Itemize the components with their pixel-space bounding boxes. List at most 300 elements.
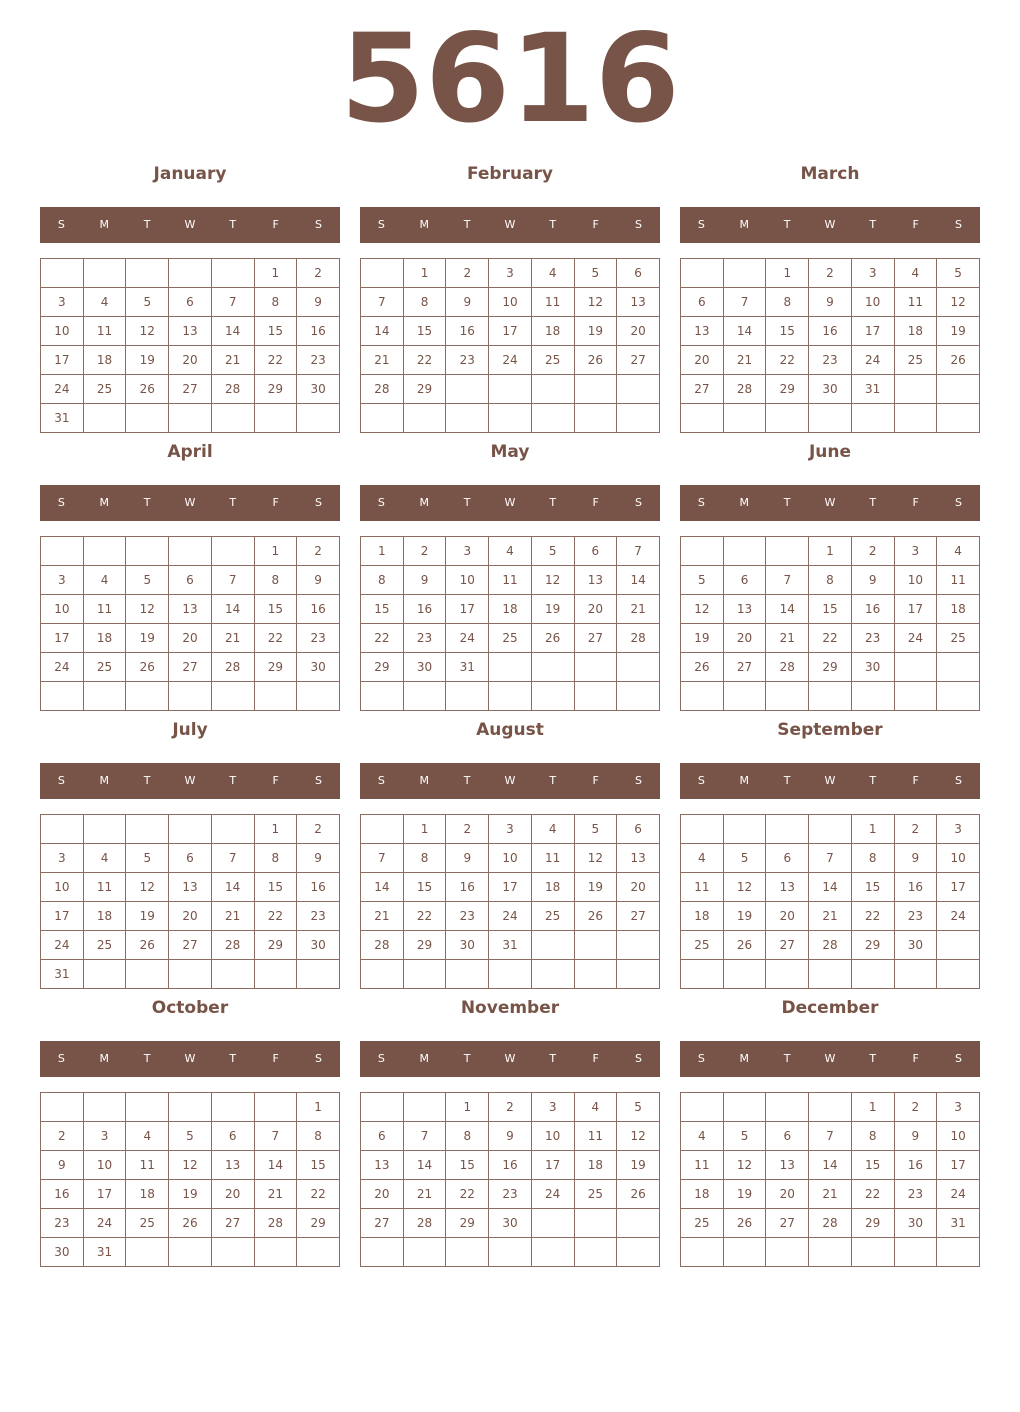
day-cell: 20 — [169, 902, 212, 931]
day-cell: 29 — [254, 375, 297, 404]
day-cell — [446, 1238, 489, 1267]
week-row — [681, 1093, 980, 1122]
weekday-label: T — [869, 774, 877, 787]
day-cell — [254, 682, 297, 711]
day-cell — [126, 259, 169, 288]
day-cell: 12 — [126, 317, 169, 346]
day-cell — [126, 537, 169, 566]
day-cell — [531, 1209, 574, 1238]
day-cell: 17 — [41, 346, 84, 375]
weekday-label: M — [739, 1052, 750, 1065]
week-row — [361, 595, 660, 624]
day-cell: 26 — [937, 346, 980, 375]
day-cell: 18 — [83, 624, 126, 653]
day-cell — [851, 960, 894, 989]
day-cell — [766, 1238, 809, 1267]
day-cell — [361, 1238, 404, 1267]
weekday-label: W — [504, 496, 516, 509]
day-cell: 15 — [851, 1151, 894, 1180]
day-cell: 5 — [937, 259, 980, 288]
day-cell — [617, 404, 660, 433]
day-cell: 22 — [403, 902, 446, 931]
day-cell: 22 — [361, 624, 404, 653]
day-cell — [126, 404, 169, 433]
day-cell: 27 — [169, 375, 212, 404]
day-cell: 28 — [361, 375, 404, 404]
week-row — [41, 844, 340, 873]
day-cell: 25 — [83, 653, 126, 682]
day-cell — [937, 1238, 980, 1267]
week-row — [681, 815, 980, 844]
week-row — [681, 346, 980, 375]
day-cell — [809, 960, 852, 989]
weekday-label: T — [229, 774, 237, 787]
day-cell — [361, 404, 404, 433]
day-cell: 28 — [361, 931, 404, 960]
weekday-label: W — [184, 1052, 196, 1065]
day-cell — [681, 1238, 724, 1267]
week-row — [361, 1093, 660, 1122]
weekday-label: S — [377, 496, 385, 509]
day-cell: 17 — [489, 873, 532, 902]
day-cell — [254, 1093, 297, 1122]
weekday-header — [40, 763, 340, 799]
week-row — [681, 595, 980, 624]
day-cell: 24 — [894, 624, 937, 653]
day-cell: 26 — [574, 902, 617, 931]
day-cell: 16 — [809, 317, 852, 346]
day-cell: 9 — [446, 844, 489, 873]
day-cell: 28 — [766, 653, 809, 682]
day-cell — [574, 931, 617, 960]
day-cell: 6 — [211, 1122, 254, 1151]
day-grid — [360, 1092, 660, 1267]
day-cell — [211, 1093, 254, 1122]
day-cell: 29 — [766, 375, 809, 404]
day-cell: 12 — [126, 595, 169, 624]
week-row — [41, 595, 340, 624]
day-cell: 18 — [894, 317, 937, 346]
day-cell: 19 — [574, 317, 617, 346]
day-cell: 22 — [403, 346, 446, 375]
day-cell — [361, 259, 404, 288]
week-row — [41, 259, 340, 288]
day-cell: 18 — [681, 1180, 724, 1209]
day-cell: 31 — [851, 375, 894, 404]
day-cell: 4 — [83, 288, 126, 317]
day-cell: 20 — [617, 317, 660, 346]
day-cell: 26 — [617, 1180, 660, 1209]
weekday-label: W — [824, 1052, 836, 1065]
day-grid — [680, 258, 980, 433]
day-cell — [574, 653, 617, 682]
day-cell — [937, 375, 980, 404]
day-cell: 29 — [809, 653, 852, 682]
weekday-label: T — [229, 496, 237, 509]
day-cell: 21 — [809, 902, 852, 931]
week-row — [681, 288, 980, 317]
day-cell: 16 — [297, 873, 340, 902]
day-cell: 29 — [254, 931, 297, 960]
day-cell: 4 — [574, 1093, 617, 1122]
day-cell: 18 — [126, 1180, 169, 1209]
day-cell: 4 — [83, 566, 126, 595]
weekday-label: F — [272, 1052, 279, 1065]
day-cell — [531, 960, 574, 989]
day-cell: 20 — [681, 346, 724, 375]
day-cell — [723, 404, 766, 433]
day-cell: 5 — [169, 1122, 212, 1151]
week-row — [41, 931, 340, 960]
day-cell: 21 — [723, 346, 766, 375]
weekday-label: W — [504, 1052, 516, 1065]
day-cell: 24 — [83, 1209, 126, 1238]
weekday-label: M — [99, 774, 110, 787]
weekday-label: F — [912, 218, 919, 231]
day-cell — [489, 375, 532, 404]
day-cell: 12 — [681, 595, 724, 624]
day-cell: 17 — [489, 317, 532, 346]
day-cell — [211, 960, 254, 989]
weekday-label: F — [592, 774, 599, 787]
day-cell: 23 — [446, 902, 489, 931]
day-cell: 14 — [809, 873, 852, 902]
day-cell: 1 — [403, 259, 446, 288]
day-cell: 27 — [766, 1209, 809, 1238]
day-cell — [809, 815, 852, 844]
day-cell: 31 — [41, 404, 84, 433]
day-cell: 25 — [489, 624, 532, 653]
weekday-label: T — [783, 1052, 791, 1065]
day-cell: 19 — [617, 1151, 660, 1180]
day-cell: 8 — [254, 844, 297, 873]
day-cell: 3 — [851, 259, 894, 288]
weekday-header — [360, 1041, 660, 1077]
day-cell: 2 — [446, 259, 489, 288]
weekday-label: T — [869, 496, 877, 509]
weekday-label: T — [549, 774, 557, 787]
week-row — [41, 1209, 340, 1238]
day-cell: 27 — [169, 653, 212, 682]
day-cell — [41, 815, 84, 844]
weekday-label: W — [504, 774, 516, 787]
day-cell — [126, 815, 169, 844]
day-cell: 28 — [211, 653, 254, 682]
day-cell: 29 — [297, 1209, 340, 1238]
week-row — [41, 815, 340, 844]
day-cell: 2 — [489, 1093, 532, 1122]
day-cell: 27 — [681, 375, 724, 404]
day-cell: 12 — [937, 288, 980, 317]
day-cell: 31 — [41, 960, 84, 989]
day-cell: 4 — [894, 259, 937, 288]
week-row — [681, 1122, 980, 1151]
day-cell — [617, 931, 660, 960]
day-cell: 20 — [617, 873, 660, 902]
day-cell: 4 — [489, 537, 532, 566]
day-cell: 9 — [297, 288, 340, 317]
weekday-label: T — [463, 218, 471, 231]
day-cell: 14 — [766, 595, 809, 624]
day-cell — [169, 259, 212, 288]
day-cell — [617, 1238, 660, 1267]
week-row — [361, 1238, 660, 1267]
day-cell — [766, 960, 809, 989]
day-cell: 21 — [361, 346, 404, 375]
day-cell: 9 — [894, 1122, 937, 1151]
day-cell: 29 — [851, 1209, 894, 1238]
week-row — [41, 346, 340, 375]
day-cell: 23 — [851, 624, 894, 653]
day-cell: 21 — [211, 902, 254, 931]
day-cell: 24 — [937, 902, 980, 931]
week-row — [361, 902, 660, 931]
day-cell — [681, 815, 724, 844]
day-cell: 21 — [617, 595, 660, 624]
day-cell: 17 — [41, 902, 84, 931]
day-grid — [680, 1092, 980, 1267]
week-row — [681, 960, 980, 989]
month-name: September — [777, 720, 883, 740]
day-cell: 3 — [83, 1122, 126, 1151]
day-cell: 7 — [617, 537, 660, 566]
day-cell: 15 — [297, 1151, 340, 1180]
day-cell — [894, 375, 937, 404]
day-cell: 11 — [937, 566, 980, 595]
day-cell: 19 — [531, 595, 574, 624]
weekday-label: S — [954, 218, 962, 231]
day-cell: 7 — [211, 566, 254, 595]
day-cell: 27 — [169, 931, 212, 960]
day-cell: 26 — [126, 653, 169, 682]
weekday-header — [40, 207, 340, 243]
day-cell: 3 — [446, 537, 489, 566]
month-name: November — [460, 998, 560, 1018]
weekday-label: S — [634, 496, 642, 509]
day-cell: 7 — [723, 288, 766, 317]
day-cell: 13 — [574, 566, 617, 595]
day-cell: 16 — [489, 1151, 532, 1180]
day-cell: 25 — [894, 346, 937, 375]
day-cell: 8 — [851, 1122, 894, 1151]
week-row — [681, 537, 980, 566]
day-cell: 13 — [169, 317, 212, 346]
weekday-label: S — [697, 496, 705, 509]
day-cell — [41, 682, 84, 711]
day-cell: 16 — [41, 1180, 84, 1209]
day-cell: 10 — [41, 317, 84, 346]
day-cell: 27 — [574, 624, 617, 653]
week-row — [681, 566, 980, 595]
day-cell — [809, 682, 852, 711]
day-cell: 4 — [531, 259, 574, 288]
day-cell: 8 — [254, 566, 297, 595]
day-grid — [40, 536, 340, 711]
day-cell: 12 — [574, 844, 617, 873]
day-cell — [361, 960, 404, 989]
day-cell: 13 — [766, 873, 809, 902]
day-cell: 27 — [617, 346, 660, 375]
week-row — [361, 960, 660, 989]
day-cell: 6 — [723, 566, 766, 595]
day-cell: 8 — [297, 1122, 340, 1151]
week-row — [361, 682, 660, 711]
day-cell: 23 — [809, 346, 852, 375]
day-cell: 12 — [723, 1151, 766, 1180]
day-cell: 16 — [894, 873, 937, 902]
day-cell: 16 — [446, 317, 489, 346]
weekday-label: F — [592, 218, 599, 231]
week-row — [681, 682, 980, 711]
day-cell — [83, 537, 126, 566]
day-cell: 20 — [766, 1180, 809, 1209]
day-cell — [169, 537, 212, 566]
day-cell: 3 — [531, 1093, 574, 1122]
day-cell: 5 — [126, 844, 169, 873]
day-cell: 6 — [766, 844, 809, 873]
day-cell: 25 — [574, 1180, 617, 1209]
day-cell: 3 — [41, 844, 84, 873]
day-cell — [894, 682, 937, 711]
day-cell: 20 — [361, 1180, 404, 1209]
day-cell: 28 — [403, 1209, 446, 1238]
day-cell — [211, 537, 254, 566]
day-cell: 25 — [681, 1209, 724, 1238]
weekday-label: M — [419, 218, 430, 231]
day-cell: 6 — [361, 1122, 404, 1151]
day-cell: 26 — [681, 653, 724, 682]
day-cell — [169, 682, 212, 711]
day-cell: 29 — [446, 1209, 489, 1238]
day-cell: 13 — [617, 288, 660, 317]
day-cell: 14 — [617, 566, 660, 595]
day-cell — [531, 682, 574, 711]
week-row — [681, 259, 980, 288]
weekday-label: T — [143, 496, 151, 509]
day-cell: 10 — [937, 844, 980, 873]
day-cell: 20 — [169, 346, 212, 375]
day-cell: 18 — [681, 902, 724, 931]
day-cell — [681, 682, 724, 711]
day-cell: 25 — [681, 931, 724, 960]
weekday-label: S — [314, 1052, 322, 1065]
day-cell — [574, 404, 617, 433]
day-cell: 28 — [809, 1209, 852, 1238]
day-cell — [489, 404, 532, 433]
day-cell: 18 — [83, 346, 126, 375]
year-title: 5616 — [340, 8, 680, 150]
day-cell: 22 — [297, 1180, 340, 1209]
day-cell: 10 — [489, 844, 532, 873]
day-cell: 3 — [894, 537, 937, 566]
day-cell: 5 — [617, 1093, 660, 1122]
day-cell: 9 — [446, 288, 489, 317]
day-cell: 2 — [297, 259, 340, 288]
day-cell: 4 — [531, 815, 574, 844]
day-cell — [446, 404, 489, 433]
day-cell: 10 — [851, 288, 894, 317]
day-cell: 9 — [489, 1122, 532, 1151]
day-cell: 16 — [894, 1151, 937, 1180]
weekday-label: T — [143, 1052, 151, 1065]
day-cell — [723, 259, 766, 288]
day-cell: 23 — [894, 902, 937, 931]
day-cell — [254, 1238, 297, 1267]
day-cell: 18 — [531, 873, 574, 902]
day-cell: 31 — [937, 1209, 980, 1238]
day-cell: 29 — [361, 653, 404, 682]
day-cell: 25 — [531, 902, 574, 931]
day-cell — [41, 259, 84, 288]
day-cell — [83, 259, 126, 288]
weekday-label: W — [184, 774, 196, 787]
day-cell: 28 — [211, 375, 254, 404]
day-cell: 21 — [254, 1180, 297, 1209]
day-cell: 8 — [403, 288, 446, 317]
weekday-label: S — [634, 218, 642, 231]
day-cell: 29 — [403, 931, 446, 960]
week-row — [41, 653, 340, 682]
day-cell — [169, 1093, 212, 1122]
day-cell: 6 — [169, 566, 212, 595]
day-cell — [254, 960, 297, 989]
day-cell — [83, 960, 126, 989]
day-cell — [169, 815, 212, 844]
day-cell: 17 — [894, 595, 937, 624]
day-cell: 13 — [681, 317, 724, 346]
day-cell — [723, 1238, 766, 1267]
day-cell: 2 — [403, 537, 446, 566]
weekday-label: F — [592, 1052, 599, 1065]
day-cell: 19 — [937, 317, 980, 346]
day-cell: 6 — [617, 815, 660, 844]
weekday-label: M — [739, 774, 750, 787]
day-cell — [211, 259, 254, 288]
day-cell: 10 — [531, 1122, 574, 1151]
day-cell: 14 — [211, 595, 254, 624]
weekday-label: T — [143, 774, 151, 787]
day-cell: 1 — [851, 815, 894, 844]
week-row — [41, 1093, 340, 1122]
day-cell: 8 — [403, 844, 446, 873]
day-cell: 27 — [211, 1209, 254, 1238]
day-cell: 27 — [361, 1209, 404, 1238]
day-cell: 19 — [126, 902, 169, 931]
day-cell: 28 — [254, 1209, 297, 1238]
day-cell: 31 — [489, 931, 532, 960]
day-cell: 24 — [41, 375, 84, 404]
week-row — [681, 624, 980, 653]
day-cell: 10 — [446, 566, 489, 595]
day-cell: 9 — [809, 288, 852, 317]
day-cell: 6 — [766, 1122, 809, 1151]
day-cell: 13 — [211, 1151, 254, 1180]
day-cell — [531, 931, 574, 960]
day-cell: 19 — [681, 624, 724, 653]
weekday-label: S — [954, 1052, 962, 1065]
day-cell — [446, 375, 489, 404]
day-cell: 18 — [531, 317, 574, 346]
day-cell — [489, 1238, 532, 1267]
day-cell: 29 — [403, 375, 446, 404]
day-cell: 30 — [894, 931, 937, 960]
day-cell: 16 — [403, 595, 446, 624]
day-cell — [531, 404, 574, 433]
day-cell: 21 — [361, 902, 404, 931]
day-cell — [126, 960, 169, 989]
weekday-label: T — [463, 774, 471, 787]
day-cell: 1 — [254, 537, 297, 566]
